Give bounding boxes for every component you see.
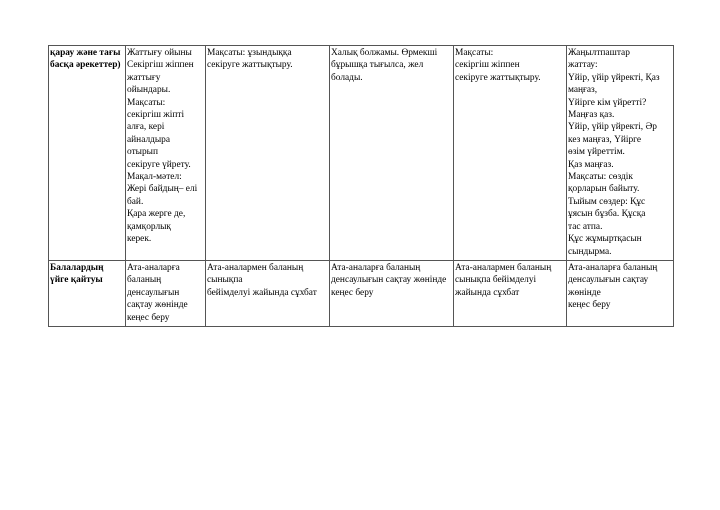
cell-line: отырып bbox=[127, 147, 158, 158]
cell-line: секіруге үйрету. bbox=[127, 159, 191, 170]
cell-line: ойындары. bbox=[127, 85, 171, 96]
table-row bbox=[49, 260, 674, 326]
cell-line: Үйір, үйір үйректі, Қаз bbox=[568, 72, 660, 83]
cell-line: Үйір, үйір үйректі, Әр bbox=[568, 122, 657, 133]
cell-line: кез маңғаз, Үйірге bbox=[568, 134, 642, 145]
table-cell bbox=[567, 46, 674, 261]
table-cell bbox=[206, 260, 330, 326]
row-header-line: қарау және тағы bbox=[50, 48, 121, 58]
cell-line: денсаулығын bbox=[127, 287, 180, 298]
cell-line: Ата-аналарға баланың bbox=[331, 262, 421, 273]
cell-line: секіргіш жіппен bbox=[455, 60, 520, 71]
cell-line: секіргіш жіпті bbox=[127, 110, 185, 121]
cell-line: сынықпа bbox=[207, 275, 243, 286]
cell-line: кеңес беру bbox=[568, 300, 611, 311]
cell-line: Халық болжамы. Өрмекші bbox=[331, 48, 438, 58]
cell-line: өзім үйреттім. bbox=[568, 147, 625, 158]
table-cell bbox=[206, 46, 330, 261]
cell-line: Мақсаты: ұзындыққа bbox=[207, 48, 292, 58]
cell-line: баланың bbox=[127, 275, 162, 286]
cell-line: сақтау жөнінде bbox=[127, 300, 188, 311]
cell-line: Мақсаты: сөздік bbox=[568, 172, 633, 183]
cell-line: айналдыра bbox=[127, 134, 171, 145]
cell-line: Тыйым сөздер: Құс bbox=[568, 196, 646, 207]
cell-line: денсаулығын сақтау bbox=[568, 275, 649, 286]
cell-line: Ата-аналарға баланың bbox=[568, 262, 658, 273]
table-cell bbox=[126, 46, 206, 261]
cell-line: жаттығу bbox=[127, 72, 161, 83]
row-header-line: Балалардың bbox=[50, 262, 104, 273]
cell-line: Жаттығу ойыны bbox=[127, 48, 192, 58]
cell-line: ұясын бұзба. Құсқа bbox=[568, 209, 646, 220]
cell-line: Ата-аналармен баланың bbox=[455, 262, 552, 273]
cell-line: сындырма. bbox=[568, 246, 612, 257]
cell-line: Мақсаты: bbox=[127, 97, 166, 108]
cell-line: кеңес беру bbox=[127, 312, 170, 323]
cell-line: Секіргіш жіппен bbox=[127, 60, 194, 71]
table-cell bbox=[454, 260, 567, 326]
cell-line: бай. bbox=[127, 196, 144, 207]
cell-line: алға, кері bbox=[127, 122, 165, 133]
daily-plan-table bbox=[48, 45, 674, 327]
cell-line: қорларын байыту. bbox=[568, 184, 640, 195]
cell-line: Ата-аналарға bbox=[127, 262, 180, 273]
table-cell bbox=[330, 260, 454, 326]
cell-line: Мақал-мәтел: bbox=[127, 172, 182, 183]
cell-line: Маңғаз қаз. bbox=[568, 110, 615, 121]
row-header-cell bbox=[49, 46, 126, 261]
cell-line: Қаз маңғаз. bbox=[568, 159, 614, 170]
table-cell bbox=[330, 46, 454, 261]
cell-line: болады. bbox=[331, 72, 363, 83]
cell-line: бейімделуі жайында сұхбат bbox=[207, 287, 317, 298]
table-cell bbox=[454, 46, 567, 261]
cell-line: керек. bbox=[127, 234, 152, 245]
cell-line: маңғаз, bbox=[568, 85, 598, 96]
table-cell bbox=[126, 260, 206, 326]
cell-line: Жері байдың– елі bbox=[127, 184, 198, 195]
cell-line: бұрышқа тығылса, жел bbox=[331, 60, 424, 71]
cell-line: Құс жұмыртқасын bbox=[568, 234, 642, 245]
cell-line: сынықпа бейімделуі bbox=[455, 275, 537, 286]
cell-line: жайында сұхбат bbox=[455, 287, 520, 298]
row-header-cell bbox=[49, 260, 126, 326]
cell-line: секіруге жаттықтыру. bbox=[207, 60, 293, 71]
cell-line: секіруге жаттықтыру. bbox=[455, 72, 541, 83]
cell-line: Мақсаты: bbox=[455, 48, 494, 58]
cell-line: Жаңылтпаштар bbox=[568, 48, 630, 58]
row-header-line: үйге қайтуы bbox=[50, 275, 103, 286]
cell-line: тас атпа. bbox=[568, 221, 603, 232]
cell-line: Үйірге кім үйретті? bbox=[568, 97, 647, 108]
row-header-line: басқа әрекеттер) bbox=[50, 60, 121, 71]
cell-line: қамқорлық bbox=[127, 221, 171, 232]
table-row bbox=[49, 46, 674, 261]
cell-line: Қара жерге де, bbox=[127, 209, 186, 220]
cell-line: денсаулығын сақтау жөнінде bbox=[331, 275, 447, 286]
table-cell bbox=[567, 260, 674, 326]
cell-line: жаттау: bbox=[568, 60, 598, 71]
cell-line: кеңес беру bbox=[331, 287, 374, 298]
cell-line: Ата-аналармен баланың bbox=[207, 262, 304, 273]
cell-line: жөнінде bbox=[568, 287, 601, 298]
